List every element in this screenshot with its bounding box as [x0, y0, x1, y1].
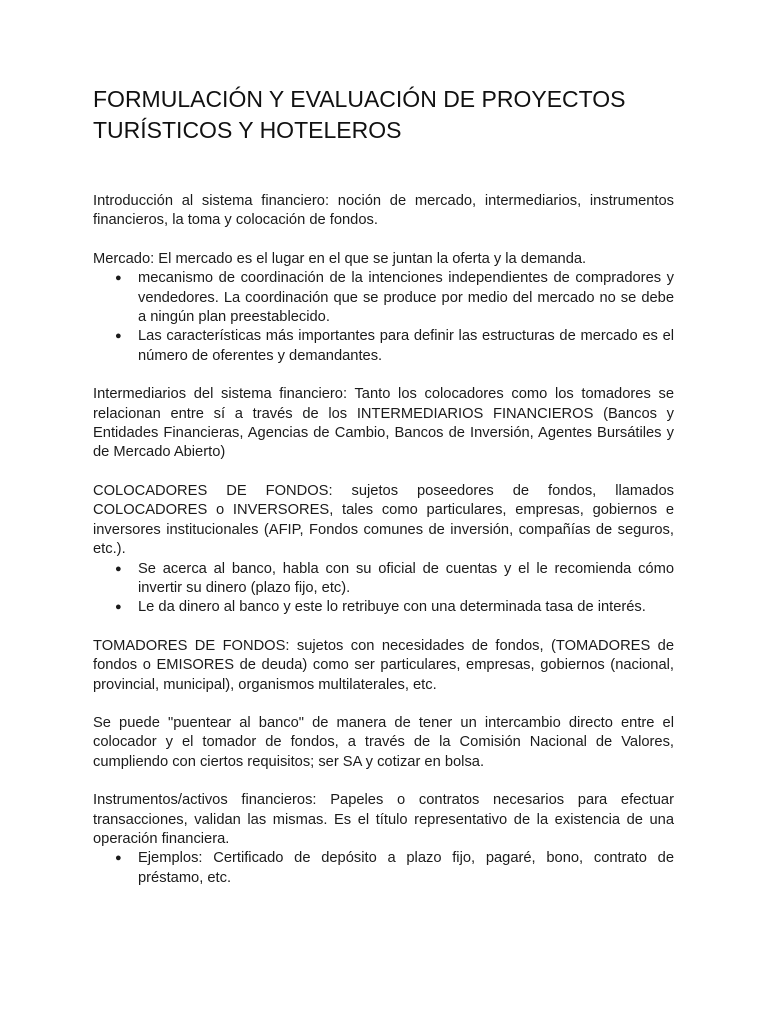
mercado-paragraph: Mercado: El mercado es el lugar en el que se juntan la oferta y la demanda.: [93, 250, 587, 267]
mercado-section: [93, 250, 674, 366]
puentear-paragraph: Se puede "puentear al banco" de manera de tener un intercambio directo entre el colocador y el tomador de fondos, a través de la Comisión Nacional de Valores, cumpliendo con ciertos requisitos; ser SA y cotizar en bolsa.: [93, 714, 674, 770]
list-item: [93, 327, 674, 366]
bullet-icon: ●: [115, 562, 122, 575]
list-item-text: Se acerca al banco, habla con su oficial de cuentas y el le recomienda cómo invertir su dinero (plazo fijo, etc).: [138, 560, 674, 596]
list-item-text: mecanismo de coordinación de la intenciones independientes de compradores y vendedores. La coordinación que se produce por medio del mercado no se debe a ningún plan preestablecido.: [138, 270, 674, 326]
list-item: [93, 560, 674, 599]
instrumentos-section: [93, 791, 674, 888]
bullet-icon: ●: [115, 330, 122, 343]
bullet-icon: ●: [115, 272, 122, 285]
list-item: [93, 269, 674, 327]
list-item: [93, 598, 674, 617]
title-line-2: TURÍSTICOS Y HOTELEROS: [93, 117, 402, 143]
intermediarios-paragraph: Intermediarios del sistema financiero: Tanto los colocadores como los tomadores se relacionan entre sí a través de los INTERMEDIARIOS FINANCIEROS (Bancos y Entidades Financieras, Agencias de Cambio, Bancos de Inversión, Agentes Bursátiles y de Mercado Abierto): [93, 386, 674, 461]
bullet-icon: ●: [115, 852, 122, 865]
tomadores-paragraph: TOMADORES DE FONDOS: sujetos con necesidades de fondos, (TOMADORES de fondos o EMISORES de deuda) como ser particulares, empresas, gobiernos (nacional, provincial, municipal), organismos multilaterales, etc.: [93, 637, 674, 693]
list-item-text: Le da dinero al banco y este lo retribuye con una determinada tasa de interés.: [138, 599, 646, 616]
list-item: [93, 849, 674, 888]
colocadores-section: [93, 482, 674, 618]
document-title: [93, 84, 674, 146]
intro-section: [93, 192, 674, 231]
colocadores-bullet-list: [93, 560, 674, 618]
mercado-bullet-list: [93, 269, 674, 366]
intermediarios-section: [93, 385, 674, 463]
puentear-section: [93, 714, 674, 772]
intro-paragraph: Introducción al sistema financiero: noción de mercado, intermediarios, instrumentos financieros, la toma y colocación de fondos.: [93, 193, 674, 229]
list-item-text: Las características más importantes para definir las estructuras de mercado es el número de oferentes y demandantes.: [138, 328, 674, 364]
instrumentos-paragraph: Instrumentos/activos financieros: Papeles o contratos necesarios para efectuar transacciones, validan las mismas. Es el título representativo de la existencia de una operación financiera.: [93, 792, 674, 847]
bullet-icon: ●: [115, 601, 122, 614]
instrumentos-bullet-list: [93, 849, 674, 888]
title-line-1: FORMULACIÓN Y EVALUACIÓN DE PROYECTOS: [93, 86, 626, 112]
list-item-text: Ejemplos: Certificado de depósito a plazo fijo, pagaré, bono, contrato de préstamo, etc.: [138, 850, 674, 886]
tomadores-section: [93, 637, 674, 695]
colocadores-paragraph: COLOCADORES DE FONDOS: sujetos poseedores de fondos, llamados COLOCADORES o INVERSORES, tales como particulares, empresas, gobiernos e inversores institucionales (AFIP, Fondos comunes de inversión, compañías de seguros, etc.).: [93, 482, 674, 558]
